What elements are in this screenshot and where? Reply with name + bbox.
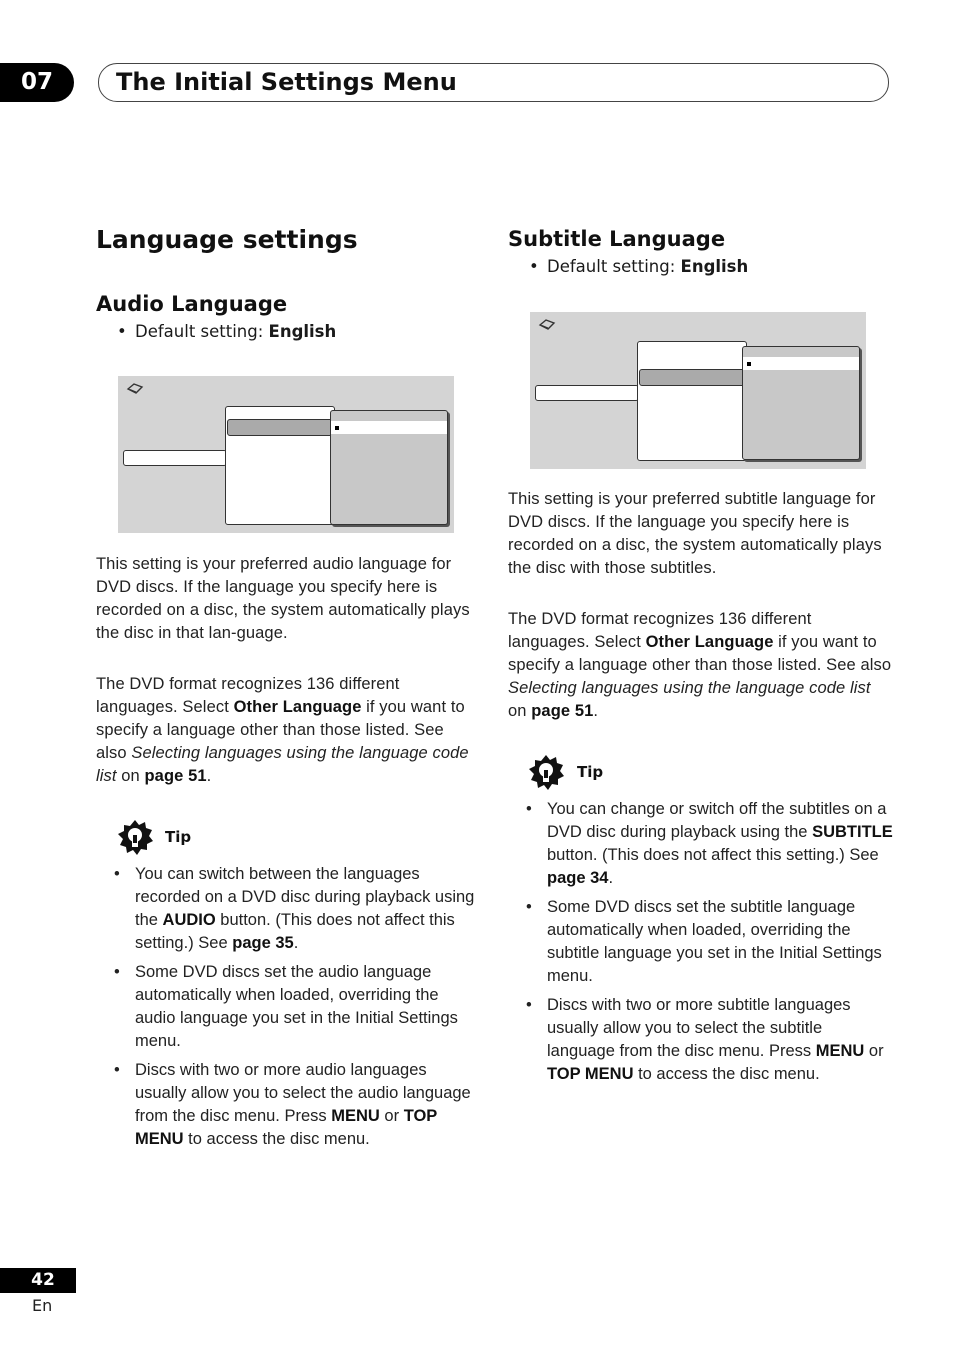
- audio-p2-d: Selecting languages using the language code list: [96, 744, 469, 785]
- disc-icon: [538, 319, 556, 331]
- tip-text: You can change or switch off the subtitles on a DVD disc during playback using the: [547, 800, 887, 841]
- menu-selected-row: [639, 369, 745, 386]
- subtitle-tip-label: Tip: [577, 763, 604, 781]
- subtitle-language-count-note: [508, 608, 892, 723]
- subtitle-p2-g: .: [593, 702, 599, 720]
- tip-text: to access the disc menu.: [633, 1065, 820, 1083]
- bullet: •: [117, 322, 127, 341]
- subtitle-menu-screenshot: [530, 312, 866, 469]
- tip-text: Some DVD discs set the subtitle language automatically when loaded, overriding the subtitle language you set in the Initial Settings menu.: [547, 898, 882, 985]
- tip-text: to access the disc menu.: [183, 1130, 370, 1148]
- audio-p2-g: .: [206, 767, 212, 785]
- audio-language-heading: Audio Language: [96, 292, 288, 316]
- menu-option-marker: [747, 362, 751, 366]
- lightbulb-icon: [527, 754, 565, 792]
- audio-p2-c: if you want to specify a language other than those listed. See also: [96, 698, 465, 762]
- tip-text: Some DVD discs set the audio language automatically when loaded, overriding the audio language you set in the Initial Settings menu.: [135, 963, 458, 1050]
- tip-text: button. (This does not affect this setting.) See: [135, 911, 455, 952]
- menu-selected-row: [227, 419, 333, 436]
- audio-default-label: Default setting:: [135, 322, 269, 341]
- audio-language-count-note: [96, 673, 478, 788]
- lightbulb-icon: [116, 819, 154, 857]
- bullet: •: [529, 257, 539, 276]
- menu-options-column: [742, 346, 860, 460]
- list-item: [508, 798, 894, 890]
- tip-text: .: [608, 869, 614, 887]
- button-name: TOP MENU: [547, 1065, 634, 1083]
- subtitle-language-heading: Subtitle Language: [508, 227, 726, 251]
- subtitle-p2-d: Selecting languages using the language code list: [508, 679, 871, 697]
- audio-menu-screenshot: [118, 376, 454, 533]
- menu-category-tab: [535, 385, 639, 401]
- audio-p2-e: on: [116, 767, 145, 785]
- tip-text: Discs with two or more audio languages usually allow you to select the audio language from the disc menu. Press: [135, 1061, 471, 1125]
- button-name: SUBTITLE: [812, 823, 893, 841]
- menu-settings-column: [637, 341, 747, 461]
- audio-p2-a: The DVD format recognizes 136 different languages. Select: [96, 675, 400, 716]
- audio-p2-f: page 51: [144, 767, 207, 785]
- page-title: The Initial Settings Menu: [116, 68, 457, 96]
- chapter-number: 07: [0, 63, 74, 102]
- audio-default-setting: [117, 321, 336, 343]
- tip-text: button. (This does not affect this setting.) See: [547, 846, 879, 864]
- tip-text: Discs with two or more subtitle languages usually allow you to select the subtitle language from the disc menu. Press: [547, 996, 851, 1060]
- button-name: MENU: [331, 1107, 380, 1125]
- subtitle-default-label: Default setting:: [547, 257, 681, 276]
- audio-tips-list: [96, 863, 482, 1157]
- audio-p2-b: Other Language: [233, 698, 362, 716]
- menu-option-highlight: [331, 421, 447, 434]
- list-item: [96, 1059, 482, 1151]
- list-item: [96, 863, 482, 955]
- subtitle-p2-e: on: [508, 702, 532, 720]
- menu-options-column: [330, 410, 448, 525]
- subtitle-p2-c: if you want to specify a language other than those listed. See also: [508, 633, 892, 674]
- list-item: [508, 896, 894, 988]
- language-code: En: [32, 1296, 53, 1315]
- menu-option-marker: [335, 426, 339, 430]
- tip-text: or: [864, 1042, 884, 1060]
- tip-text: .: [293, 934, 299, 952]
- section-title: Language settings: [96, 225, 358, 254]
- button-name: TOP MENU: [135, 1107, 438, 1148]
- button-name: MENU: [815, 1042, 865, 1060]
- subtitle-tips-list: [508, 798, 894, 1092]
- page-number: 42: [0, 1268, 76, 1293]
- tip-text: or: [379, 1107, 404, 1125]
- subtitle-description: This setting is your preferred subtitle language for DVD discs. If the language you specify here is recorded on a disc, the system automatically plays the disc with those subtitles.: [508, 490, 882, 577]
- subtitle-p2-f: page 51: [531, 702, 594, 720]
- subtitle-p2-a: The DVD format recognizes 136 different languages. Select: [508, 610, 812, 651]
- list-item: [508, 994, 894, 1086]
- audio-tip-label: Tip: [165, 828, 192, 846]
- button-name: AUDIO: [162, 911, 216, 929]
- list-item: [96, 961, 482, 1053]
- menu-category-tab: [123, 450, 227, 466]
- subtitle-default-setting: [529, 256, 748, 278]
- disc-icon: [126, 383, 144, 395]
- subtitle-p2-b: Other Language: [645, 633, 774, 651]
- menu-option-highlight: [743, 357, 859, 370]
- audio-description: This setting is your preferred audio language for DVD discs. If the language you specify here is recorded on a disc, the system automatically plays the disc in that lan-guage.: [96, 555, 470, 642]
- audio-default-value: English: [268, 322, 337, 341]
- tip-text: You can switch between the languages recorded on a DVD disc during playback using the: [135, 865, 475, 929]
- page-reference: page 34: [547, 869, 609, 887]
- page-reference: page 35: [232, 934, 294, 952]
- subtitle-default-value: English: [680, 257, 749, 276]
